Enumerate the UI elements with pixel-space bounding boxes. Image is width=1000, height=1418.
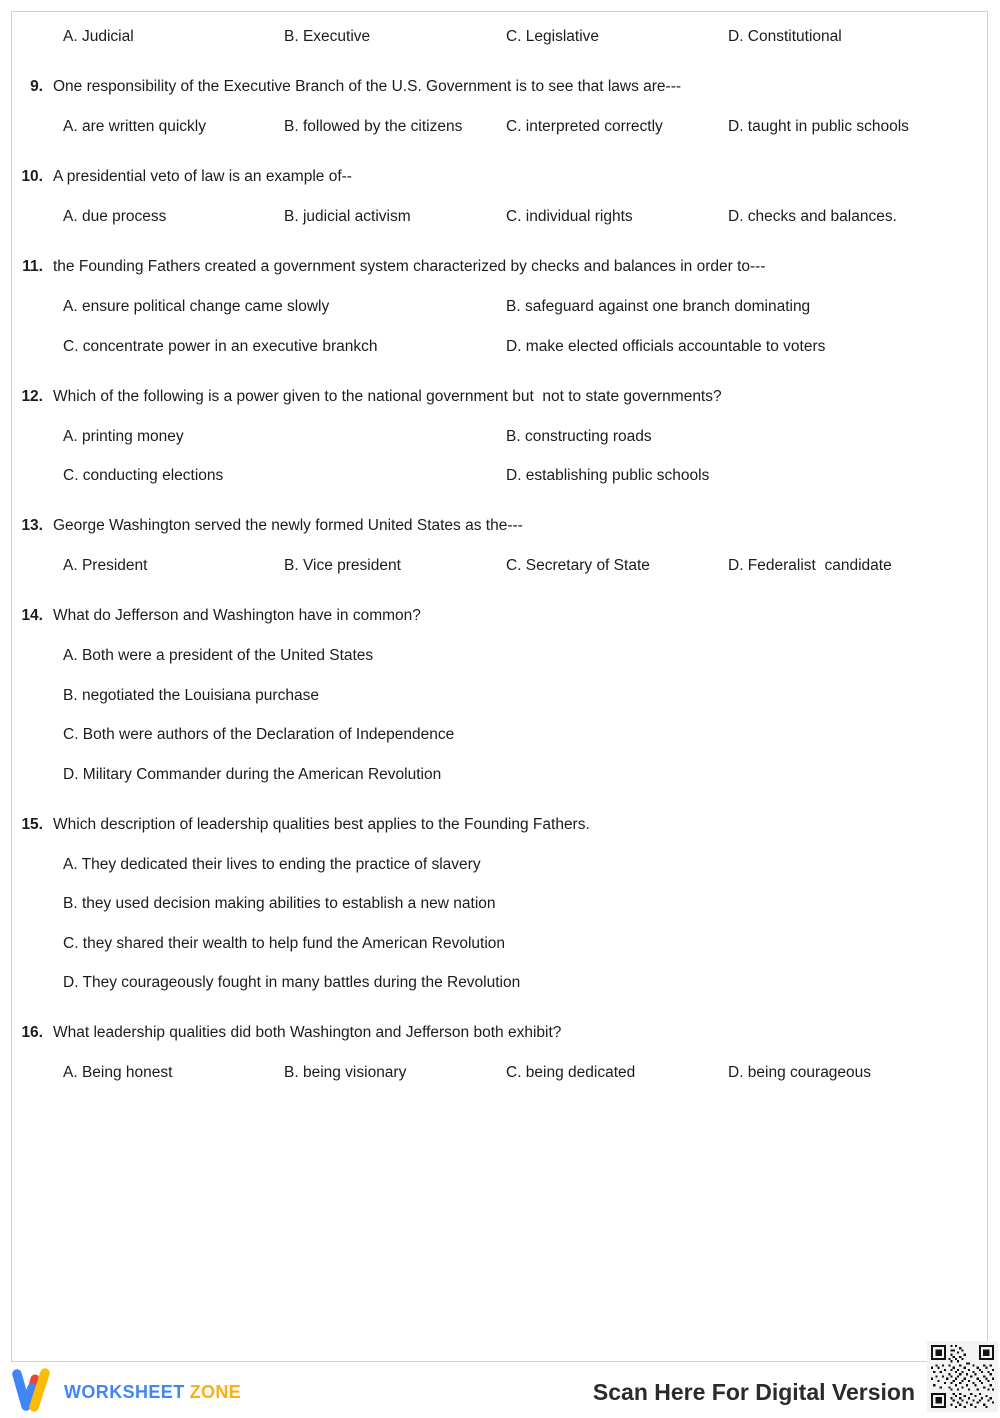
answer-option: C. individual rights <box>506 208 633 225</box>
question-block-10 <box>12 167 987 227</box>
question-number: 11. <box>22 258 43 275</box>
answer-option: A. ensure political change came slowly <box>63 298 330 315</box>
question-number: 13. <box>21 517 43 534</box>
worksheetzone-logo <box>10 1367 241 1418</box>
answer-option: A. Being honest <box>63 1064 173 1081</box>
answer-option: C. Both were authors of the Declaration of Independence <box>63 726 455 743</box>
answer-option: A. Both were a president of the United States <box>63 647 374 664</box>
answer-option: C. Legislative <box>506 28 600 45</box>
scan-here-label: Scan Here For Digital Version <box>592 1379 915 1405</box>
answer-option: C. conducting elections <box>63 467 224 484</box>
question-text: One responsibility of the Executive Branch of the U.S. Government is to see that laws are--- <box>53 78 682 95</box>
answer-option: B. they used decision making abilities to establish a new nation <box>63 895 496 912</box>
answer-option: C. Secretary of State <box>506 557 650 574</box>
answer-option: D. establishing public schools <box>506 467 710 484</box>
answer-option: A. President <box>63 557 148 574</box>
answer-option: D. taught in public schools <box>728 118 909 135</box>
answer-option: A. Judicial <box>63 28 134 45</box>
question-number: 14. <box>21 607 43 624</box>
question-number: 15. <box>21 815 43 833</box>
worksheetzone-logo-icon <box>10 1367 58 1418</box>
answer-option: A. printing money <box>63 427 184 445</box>
question-block-15 <box>12 815 987 994</box>
question-block-12 <box>12 387 987 487</box>
answer-option: B. judicial activism <box>284 208 411 225</box>
answer-option: C. being dedicated <box>506 1064 636 1081</box>
question-block-14 <box>12 606 987 785</box>
brand-name <box>64 1382 241 1403</box>
question-block-9 <box>12 77 987 137</box>
question-text: What do Jefferson and Washington have in common? <box>53 607 421 624</box>
question-text: George Washington served the newly formed United States as the--- <box>53 517 523 534</box>
question-text: A presidential veto of law is an example of-- <box>53 168 352 185</box>
question-block-13 <box>12 516 987 576</box>
answer-option: D. Constitutional <box>728 28 842 45</box>
answer-option: B. Vice president <box>284 557 401 574</box>
answer-option: A. are written quickly <box>63 118 206 135</box>
brand-zone: ZONE <box>189 1382 242 1402</box>
qr-code-icon <box>927 1341 998 1412</box>
brand-worksheet: WORKSHEET <box>64 1382 185 1402</box>
answer-option: C. interpreted correctly <box>506 118 663 135</box>
question-text: Which description of leadership qualities best applies to the Founding Fathers. <box>53 815 590 833</box>
question-text: Which of the following is a power given to the national government but not to state governments? <box>53 387 722 405</box>
question-block-11 <box>12 257 987 357</box>
question-number: 10. <box>21 168 43 185</box>
answer-option: B. Executive <box>284 28 371 45</box>
answer-option: D. make elected officials accountable to voters <box>506 337 826 355</box>
answer-option: B. safeguard against one branch dominating <box>506 298 811 315</box>
answer-option: D. checks and balances. <box>728 208 897 225</box>
answer-option: B. followed by the citizens <box>284 118 463 135</box>
answer-option: B. constructing roads <box>506 427 652 445</box>
question-block-16 <box>12 1023 987 1083</box>
answer-option: D. They courageously fought in many battles during the Revolution <box>63 974 521 991</box>
answer-option: D. being courageous <box>728 1064 872 1081</box>
question-number: 9. <box>30 78 43 95</box>
answer-option: D. Military Commander during the American Revolution <box>63 765 442 783</box>
answer-option: A. due process <box>63 208 167 225</box>
question-number: 12. <box>21 387 43 405</box>
question-text: the Founding Fathers created a government system characterized by checks and balances in order to--- <box>53 258 766 275</box>
answer-option: C. concentrate power in an executive brankch <box>63 337 378 355</box>
answer-option: C. they shared their wealth to help fund the American Revolution <box>63 934 506 952</box>
answer-option: A. They dedicated their lives to ending the practice of slavery <box>63 855 481 873</box>
answer-option: D. Federalist candidate <box>728 557 892 574</box>
answer-option: B. negotiated the Louisiana purchase <box>63 686 319 704</box>
question-text: What leadership qualities did both Washington and Jefferson both exhibit? <box>53 1024 562 1041</box>
question-block-8-options <box>12 27 987 47</box>
question-number: 16. <box>21 1024 43 1041</box>
worksheet-page <box>11 11 988 1362</box>
answer-option: B. being visionary <box>284 1064 407 1081</box>
